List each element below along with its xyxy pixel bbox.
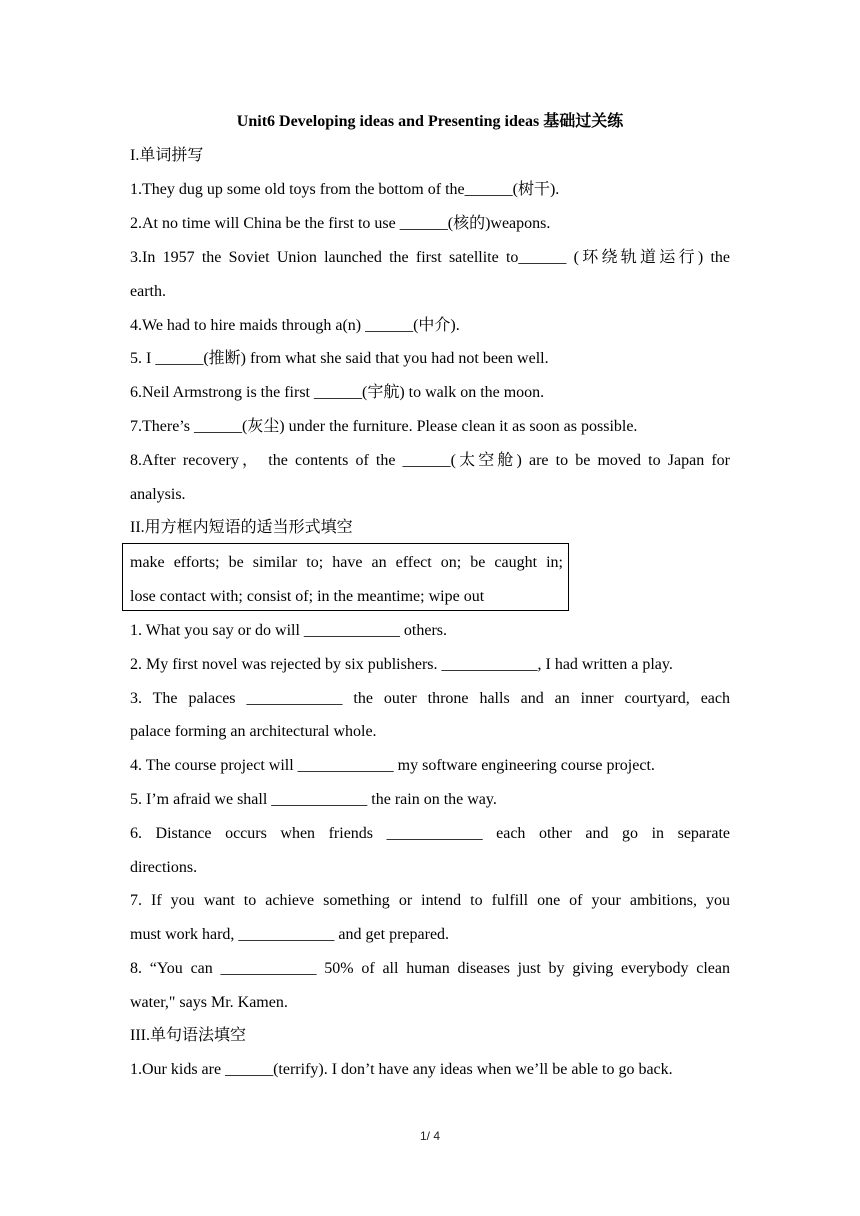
question-2-3-line2: palace forming an architectural whole. — [130, 723, 377, 740]
section-heading-grammar: III.单句语法填空 — [130, 1027, 246, 1044]
question-2-5: 5. I’m afraid we shall ____________ the rain on the way. — [130, 791, 497, 808]
question-1-6: 6.Neil Armstrong is the first ______(宇航) to walk on the moon. — [130, 384, 545, 401]
phrase-box — [122, 543, 569, 611]
question-1-2: 2.At no time will China be the first to use ______(核的)weapons. — [130, 215, 551, 232]
question-2-2: 2. My first novel was rejected by six publishers. ____________, I had written a play. — [130, 656, 673, 673]
phrase-box-line1: make efforts; be similar to; have an effect on; be caught in; — [130, 554, 563, 571]
section-heading-vocabulary: I.单词拼写 — [130, 147, 204, 164]
question-2-6-line1: 6. Distance occurs when friends ____________ each other and go in separate — [130, 825, 730, 842]
question-1-1: 1.They dug up some old toys from the bottom of the______(树干). — [130, 181, 560, 198]
question-1-8-line2: analysis. — [130, 486, 186, 503]
question-2-7-line2: must work hard, ____________ and get prepared. — [130, 926, 450, 943]
question-2-8-line1: 8. “You can ____________ 50% of all human diseases just by giving everybody clean — [130, 960, 730, 977]
page-number: 1/ 4 — [419, 1129, 440, 1143]
question-2-6-line2: directions. — [130, 859, 198, 876]
question-2-1: 1. What you say or do will ____________ others. — [130, 622, 448, 639]
question-1-3-line2: earth. — [130, 283, 166, 300]
document-title: Unit6 Developing ideas and Presenting ideas 基础过关练 — [236, 113, 624, 130]
phrase-box-line2: lose contact with; consist of; in the meantime; wipe out — [130, 588, 485, 605]
question-2-3-line1: 3. The palaces ____________ the outer throne halls and an inner courtyard, each — [130, 690, 730, 707]
question-2-8-line2: water," says Mr. Kamen. — [130, 994, 288, 1011]
question-2-4: 4. The course project will ____________ my software engineering course project. — [130, 757, 655, 774]
question-2-7-line1: 7. If you want to achieve something or intend to fulfill one of your ambitions, you — [130, 892, 730, 909]
question-1-4: 4.We had to hire maids through a(n) ______(中介). — [130, 317, 460, 334]
section-heading-phrases: II.用方框内短语的适当形式填空 — [130, 519, 353, 536]
question-1-3-line1: 3.In 1957 the Soviet Union launched the first satellite to______ (环绕轨道运行) the — [130, 249, 730, 266]
question-1-7: 7.There’s ______(灰尘) under the furniture. Please clean it as soon as possible. — [130, 418, 638, 435]
question-1-8-line1: 8.After recovery， the contents of the ______(太空舱) are to be moved to Japan for — [130, 452, 730, 469]
question-1-5: 5. I ______(推断) from what she said that you had not been well. — [130, 350, 549, 367]
question-3-1: 1.Our kids are ______(terrify). I don’t have any ideas when we’ll be able to go back. — [130, 1061, 673, 1078]
